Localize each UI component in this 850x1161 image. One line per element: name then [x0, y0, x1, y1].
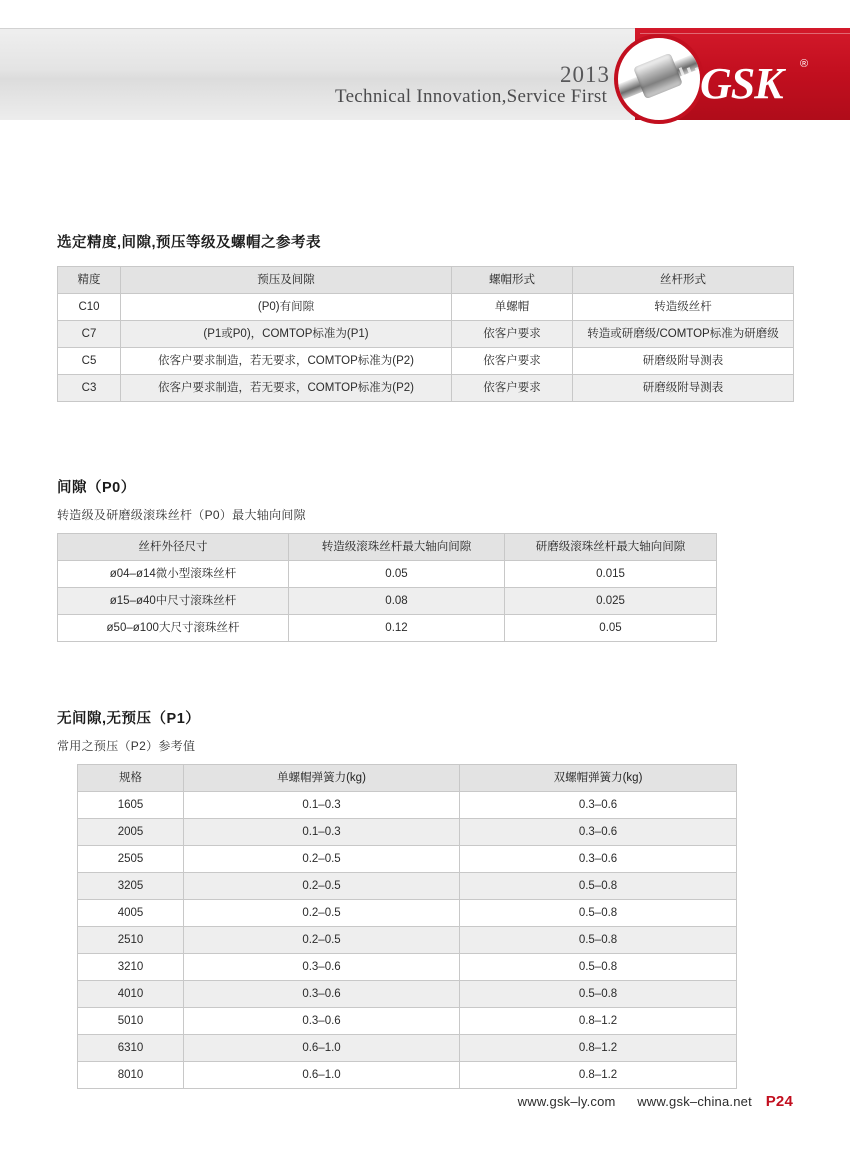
footer-link-china[interactable]: www.gsk–china.net [637, 1094, 752, 1109]
column-header: 单螺帽弹簧力(kg) [184, 765, 460, 792]
cell-rolled-clearance: 0.12 [289, 615, 505, 642]
table-header-row [78, 765, 737, 792]
cell-spec: C7 [58, 321, 121, 348]
table-row [78, 927, 737, 954]
cell-double-nut-force: 0.5–0.8 [460, 954, 737, 981]
cell-double-nut-force: 0.3–0.6 [460, 792, 737, 819]
section-subtitle-clearance: 转造级及研磨级滚珠丝杆（P0）最大轴向间隙 [57, 508, 306, 522]
registered-trademark-icon: ® [800, 58, 809, 70]
cell-spec: C10 [58, 294, 121, 321]
section-title-clearance: 间隙（P0） [57, 480, 136, 496]
table-row [58, 615, 717, 642]
cell-nut-type: 依客户要求 [452, 375, 573, 402]
cell-ground-clearance: 0.05 [505, 615, 717, 642]
table-row [78, 846, 737, 873]
cell-screw-type: 转造级丝杆 [573, 294, 794, 321]
section-clearance [57, 476, 794, 642]
cell-model: 3210 [78, 954, 184, 981]
cell-single-nut-force: 0.3–0.6 [184, 954, 460, 981]
cell-single-nut-force: 0.1–0.3 [184, 792, 460, 819]
section-preload [57, 707, 794, 1089]
table-row [78, 792, 737, 819]
footer-link-ly[interactable]: www.gsk–ly.com [517, 1094, 616, 1109]
table-row [58, 321, 794, 348]
cell-single-nut-force: 0.2–0.5 [184, 900, 460, 927]
cell-single-nut-force: 0.3–0.6 [184, 1008, 460, 1035]
cell-single-nut-force: 0.6–1.0 [184, 1062, 460, 1089]
cell-double-nut-force: 0.5–0.8 [460, 927, 737, 954]
cell-model: 8010 [78, 1062, 184, 1089]
ball-screw-logo-icon [614, 34, 704, 124]
column-header: 预压及间隙 [121, 267, 452, 294]
cell-model: 6310 [78, 1035, 184, 1062]
cell-double-nut-force: 0.5–0.8 [460, 981, 737, 1008]
table-header-row [58, 267, 794, 294]
table-row [78, 954, 737, 981]
cell-preload: (P0)有间隙 [121, 294, 452, 321]
table-row [58, 561, 717, 588]
table-row [58, 375, 794, 402]
cell-single-nut-force: 0.6–1.0 [184, 1035, 460, 1062]
cell-preload: 依客户要求制造，若无要求，COMTOP标准为(P2) [121, 375, 452, 402]
cell-single-nut-force: 0.2–0.5 [184, 927, 460, 954]
cell-screw-type: 研磨级附导测表 [573, 375, 794, 402]
gsk-wordmark: GSK [700, 59, 783, 108]
page-number: P24 [765, 1093, 793, 1110]
section-title-accuracy: 选定精度,间隙,预压等级及螺帽之参考表 [57, 235, 322, 251]
section-title-preload: 无间隙,无预压（P1） [57, 711, 201, 727]
cell-rolled-clearance: 0.05 [289, 561, 505, 588]
cell-double-nut-force: 0.3–0.6 [460, 846, 737, 873]
cell-model: 2510 [78, 927, 184, 954]
column-header: 丝杆形式 [573, 267, 794, 294]
cell-single-nut-force: 0.2–0.5 [184, 846, 460, 873]
table-header-row [58, 534, 717, 561]
cell-nut-type: 依客户要求 [452, 348, 573, 375]
cell-screw-type: 研磨级附导测表 [573, 348, 794, 375]
table-row [78, 1035, 737, 1062]
cell-ground-clearance: 0.015 [505, 561, 717, 588]
table-row [78, 819, 737, 846]
column-header: 转造级滚珠丝杆最大轴向间隙 [289, 534, 505, 561]
column-header: 研磨级滚珠丝杆最大轴向间隙 [505, 534, 717, 561]
cell-spec: C3 [58, 375, 121, 402]
column-header: 丝杆外径尺寸 [58, 534, 289, 561]
table-preload [77, 764, 737, 1089]
cell-screw-diameter: ø15–ø40中尺寸滚珠丝杆 [58, 588, 289, 615]
cell-single-nut-force: 0.1–0.3 [184, 819, 460, 846]
table-row [58, 294, 794, 321]
table-accuracy [57, 266, 794, 402]
footer-content [518, 1093, 793, 1110]
section-accuracy [57, 231, 794, 402]
table-row [78, 873, 737, 900]
cell-screw-diameter: ø50–ø100大尺寸滚珠丝杆 [58, 615, 289, 642]
column-header: 螺帽形式 [452, 267, 573, 294]
header-red-accent-line [640, 33, 850, 34]
section-subtitle-preload: 常用之预压（P2）参考值 [57, 739, 196, 753]
header-slogan: Technical Innovation,Service First [335, 86, 608, 107]
cell-screw-diameter: ø04–ø14微小型滚珠丝杆 [58, 561, 289, 588]
column-header: 精度 [58, 267, 121, 294]
cell-spec: C5 [58, 348, 121, 375]
cell-screw-type: 转造或研磨级/COMTOP标准为研磨级 [573, 321, 794, 348]
cell-double-nut-force: 0.8–1.2 [460, 1008, 737, 1035]
cell-double-nut-force: 0.5–0.8 [460, 900, 737, 927]
cell-model: 1605 [78, 792, 184, 819]
cell-double-nut-force: 0.3–0.6 [460, 819, 737, 846]
cell-ground-clearance: 0.025 [505, 588, 717, 615]
cell-model: 2505 [78, 846, 184, 873]
cell-single-nut-force: 0.2–0.5 [184, 873, 460, 900]
page-header [0, 0, 850, 148]
cell-double-nut-force: 0.8–1.2 [460, 1062, 737, 1089]
column-header: 规格 [78, 765, 184, 792]
table-row [78, 981, 737, 1008]
cell-preload: 依客户要求制造，若无要求，COMTOP标准为(P2) [121, 348, 452, 375]
cell-model: 4005 [78, 900, 184, 927]
cell-model: 5010 [78, 1008, 184, 1035]
cell-model: 4010 [78, 981, 184, 1008]
table-row [78, 1008, 737, 1035]
cell-preload: (P1或P0)，COMTOP标准为(P1) [121, 321, 452, 348]
header-year: 2013 [560, 62, 610, 87]
cell-double-nut-force: 0.5–0.8 [460, 873, 737, 900]
table-row [78, 900, 737, 927]
cell-rolled-clearance: 0.08 [289, 588, 505, 615]
cell-nut-type: 单螺帽 [452, 294, 573, 321]
column-header: 双螺帽弹簧力(kg) [460, 765, 737, 792]
table-clearance [57, 533, 717, 642]
cell-single-nut-force: 0.3–0.6 [184, 981, 460, 1008]
cell-nut-type: 依客户要求 [452, 321, 573, 348]
cell-model: 3205 [78, 873, 184, 900]
table-row [58, 348, 794, 375]
table-row [58, 588, 717, 615]
cell-model: 2005 [78, 819, 184, 846]
table-row [78, 1062, 737, 1089]
cell-double-nut-force: 0.8–1.2 [460, 1035, 737, 1062]
page-content [0, 148, 850, 1089]
